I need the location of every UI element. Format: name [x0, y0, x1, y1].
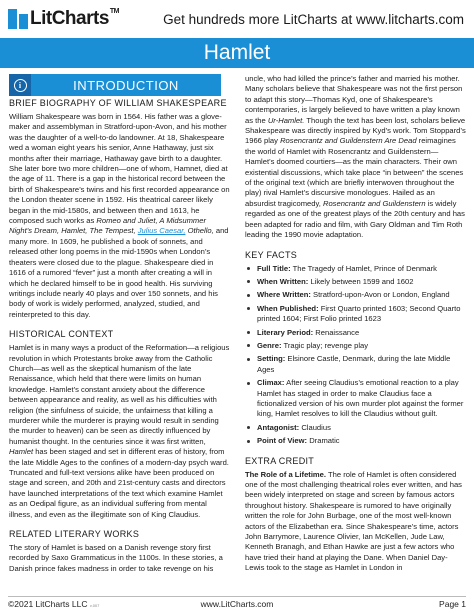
page-title: Hamlet [0, 38, 474, 68]
related-text-c: reimagines the world of Hamlet with Rosencrantz and Guildenstern—Hamlet’s doomed courtiers—as the main characters. Their own existential discussions, which take place “in between” the scenes of the original text (which are briefly interwoven throughout the play) rival Hamlet’s discursive monologues. Hailed as an absurdist tragicomedy, [245, 136, 464, 208]
biography-text: William Shakespeare was born in 1564. His father was a glove-maker and assemblyman in Stratford-upon-Avon, and his mother was the daughter of a well-to-do landowner. At 18, Shakespeare wed a woman eight years his senior, Anne Hathaway, just six months after their marriage, Hathaway gave birth to a daughter. She later bore two more children—one of whom, Hamnet, died at the age of 11. There is a gap in the historical record between the birth of Shakespeare’s twins and his first recorded appearance on the London theater scene in 1592. His theatrical career likely began in the mid-1580s, and between then and 1613, he composed such works as [9, 112, 230, 226]
fact-label: Setting: [257, 354, 286, 364]
historical-context-heading: HISTORICAL CONTEXT [9, 329, 114, 340]
footer-site-link[interactable]: www.LitCharts.com [200, 599, 274, 609]
fact-value: Likely between 1599 and 1602 [310, 276, 414, 286]
left-column [9, 98, 231, 574]
historical-text: Hamlet is in many ways a product of the Reformation—a religious revolution in which Protestants broke away from the Catholic Church—as well as the skeptical humanism of the late Renaissance, which held that there were limits on human knowledge. Hamlet’s constant anxiety about the difference between appearance and reality, as well as his difficulties with religion (the sinfulness of suicide, the unfairness that killing a murderer while the murderer is praying would result in sending the murder to heaven) can be seen as directly influenced by humanist thought. In the centuries since it was first written, [9, 343, 230, 446]
related-text-b: Though the text has been lost, scholars believe Shakespeare was directly inspired by Kyd’s work. Tom Stoppard’s 1966 play [245, 115, 466, 146]
fact-value: Elsinore Castle, Denmark, during the late Middle Ages [257, 354, 451, 374]
trademark: TM [109, 8, 120, 15]
historical-text-continued: has been staged and set in different eras of history, from the late Middle Ages to the confines of a modern-day psych ward. Truncated and full-text versions alike have been produced on stage and screen, and 20th and 21st-century casts and directors have launched interpretations of the text which examine Hamlet as an Oedipal figure, as an individual suffering from mental illness, and even as the illegitimate son of King Claudius. [9, 447, 229, 519]
related-works-continued [245, 74, 467, 241]
fact-value: Renaissance [315, 327, 360, 337]
footer-divider [8, 596, 466, 597]
fact-label: Literary Period: [257, 327, 314, 337]
fact-label: Climax: [257, 378, 285, 388]
julius-caesar-link[interactable]: Julius Caesar, [137, 226, 186, 236]
related-text-d: is widely regarded as one of the greatest plays of the 20th century and has been adapted for radio and film, with Gary Oldman and Tim Roth leading the 1990 movie adaptation. [245, 198, 465, 240]
fact-label: Where Written: [257, 290, 311, 300]
version: v.007 [89, 603, 100, 608]
litcharts-logo-icon [8, 9, 28, 29]
key-fact-item [245, 378, 467, 420]
works-list: Romeo and Juliet, A Midsummer Night’s Dream, Hamlet, The Tempest, [9, 216, 206, 236]
key-fact-item [245, 328, 467, 338]
top-bar [0, 0, 474, 38]
key-fact-item [245, 264, 467, 274]
fact-value: Tragic play; revenge play [283, 340, 369, 350]
key-facts-heading: KEY FACTS [245, 249, 298, 260]
biography-paragraph [9, 112, 231, 320]
historical-context-paragraph [9, 343, 231, 520]
fact-label: Genre: [257, 340, 282, 350]
header-tagline[interactable]: Get hundreds more LitCharts at www.litcharts.com [163, 12, 464, 27]
info-icon: i [9, 74, 31, 96]
key-fact-item [245, 304, 467, 325]
fact-value: Dramatic [309, 436, 340, 446]
othello-title: Othello, [187, 226, 214, 236]
key-fact-item [245, 354, 467, 375]
right-column [245, 74, 467, 574]
litcharts-logo[interactable] [8, 6, 119, 32]
extra-credit-paragraph [245, 470, 467, 574]
extra-credit-text: The role of Hamlet is often considered one of the most challenging theatrical roles ever written, and has been widely interpreted on stage and screen by famous actors throughout history. Shakespeare is rumored to have originally written the role for John Burbage, one of the most well-known actors of the Elizabethan era. Since Shakespeare’s time, actors John Barrymore, Laurence Olivier, Ian McKellen, Jude Law, Kenneth Branagh, and Ethan Hawke are just a few actors who have tried their hand at playing the Dane. When Daniel Day-Lewis took to the stage as Hamlet in London in [245, 469, 462, 573]
key-fact-item [245, 277, 467, 287]
fact-value: The Tragedy of Hamlet, Prince of Denmark [292, 263, 437, 273]
page-number: Page 1 [439, 599, 466, 609]
fact-label: Point of View: [257, 436, 308, 446]
related-works-heading: RELATED LITERARY WORKS [9, 529, 140, 540]
rosencrantz-short-title: Rosencrantz and Guildenstern [322, 198, 426, 208]
fact-value: After seeing Claudius’s emotional reaction to a play Hamlet has staged in order to make Claudius face a fictionalized version of his own murder plot against the former king, Hamlet resolves to kill the Claudius without guilt. [257, 378, 464, 419]
key-facts-list [245, 264, 467, 447]
fact-value: First Quarto printed 1603; Second Quarto printed 1604; First Folio printed 1623 [257, 303, 461, 324]
key-fact-item [245, 436, 467, 446]
ur-hamlet-title: Ur-Hamlet. [267, 115, 305, 125]
key-fact-item [245, 341, 467, 351]
logo-text: LitCharts [30, 8, 109, 29]
footer [0, 599, 474, 613]
extra-credit-heading: EXTRA CREDIT [245, 455, 315, 466]
fact-label: Full Title: [257, 263, 291, 273]
fact-value: Claudius [301, 422, 331, 432]
biography-heading: BRIEF BIOGRAPHY OF WILLIAM SHAKESPEARE [9, 98, 227, 108]
hamlet-title: Hamlet [9, 447, 34, 457]
rosencrantz-title: Rosencrantz and Guildenstern Are Dead [280, 136, 417, 146]
introduction-label: INTRODUCTION [73, 77, 179, 93]
fact-label: Antagonist: [257, 422, 300, 432]
fact-label: When Written: [257, 276, 309, 286]
extra-credit-lead: The Role of a Lifetime. [245, 469, 327, 479]
copyright: ©2021 LitCharts LLC [8, 599, 88, 609]
related-works-paragraph: The story of Hamlet is based on a Danish revenge story first recorded by Saxo Grammaticus in the 1100s. In these stories, a Danish prince fakes madness in order to take revenge on his [9, 543, 223, 573]
key-fact-item [245, 290, 467, 300]
biography-text-continued: and many more. In 1609, he published a book of sonnets, and released other long poems in the mid-1590s when London’s theaters were closed due to the plague. Shakespeare died in 1616 of a rumored “fever” just a month after creating a will in which he declared himself to be in good health. His surviving writings include nearly 40 plays and over 150 sonnets, and his body of work is widely performed, analyzed, studied, and reinterpreted to this day. [9, 226, 229, 319]
fact-label: When Published: [257, 303, 319, 313]
related-text-a: uncle, who had killed the prince’s father and married his mother. Many scholars believe that Shakespeare was not the first person to adapt this story—Thomas Kyd, one of Shakespeare’s contemporaries, is largely believed to have written a play known as the [245, 74, 463, 125]
fact-value: Stratford-upon-Avon or London, England [313, 290, 450, 300]
introduction-header [9, 74, 221, 96]
key-fact-item [245, 423, 467, 433]
